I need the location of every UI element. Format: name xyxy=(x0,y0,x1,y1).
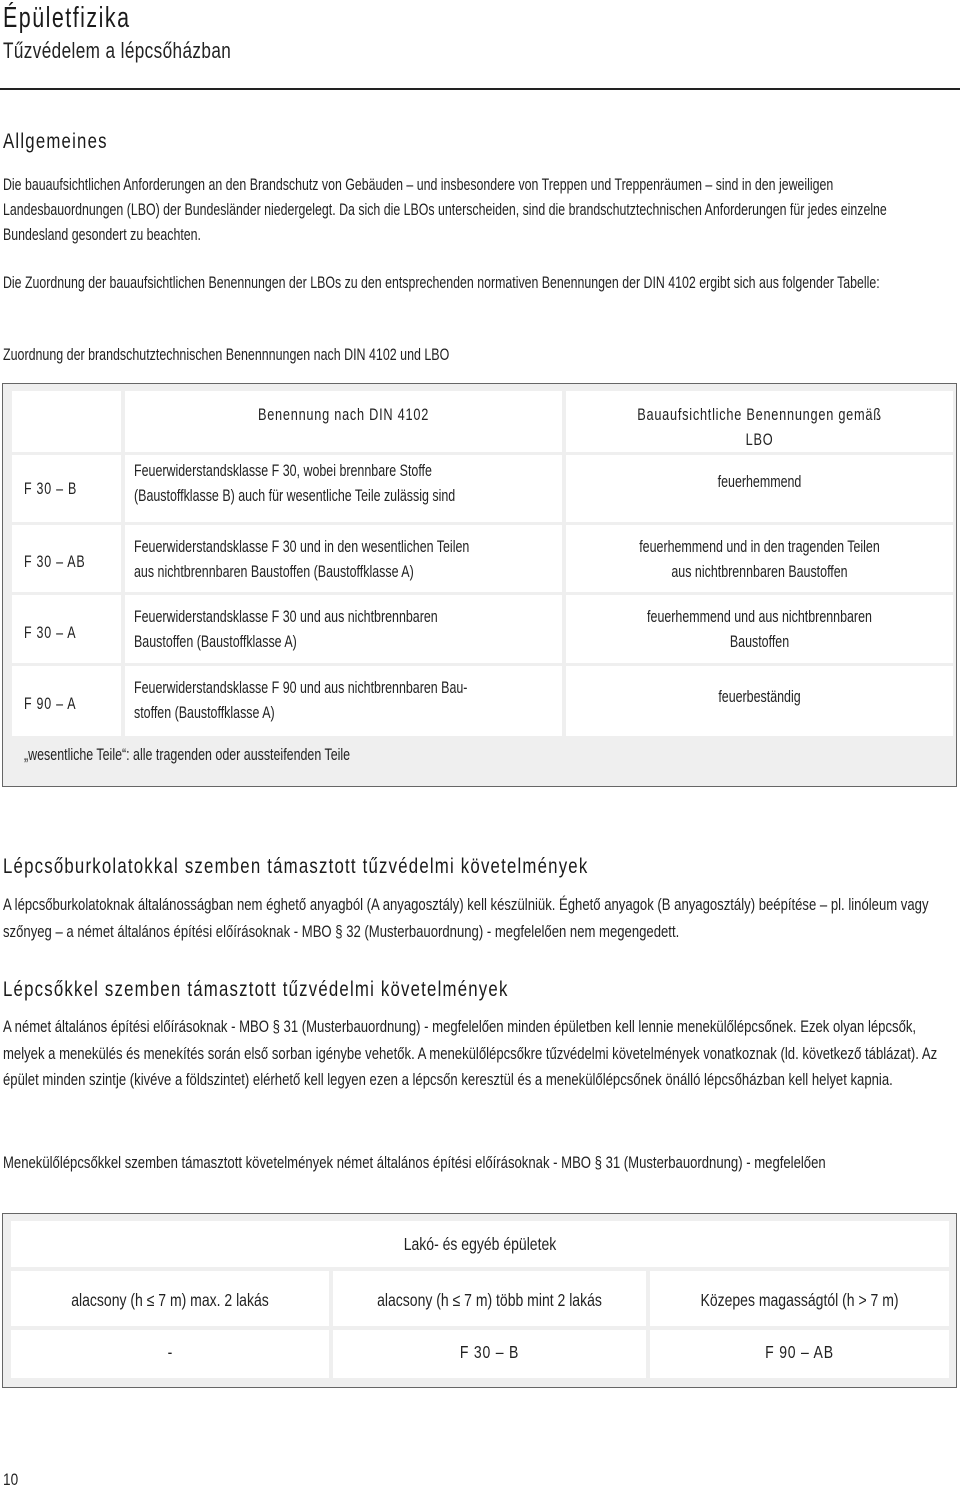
table2-header-cell xyxy=(11,1221,949,1267)
table-caption-mbo: Menekülőlépcsőkkel szemben támasztott követelmények német általános építési előírásoknak - MBO § 31 (Musterbauordnung) - megfelelően xyxy=(3,1153,826,1172)
table-header-din: Benennung nach DIN 4102 xyxy=(257,405,430,424)
row-lbo-line1: feuerbeständig xyxy=(718,687,801,706)
row-lbo-line1: feuerhemmend und in den tragenden Teilen xyxy=(639,537,880,556)
table-header-lbo-cell xyxy=(566,391,953,452)
row-din-line2: aus nichtbrennbaren Baustoffen (Baustoffklasse A) xyxy=(134,562,414,581)
table-row xyxy=(12,525,121,592)
table2-col-label: Közepes magasságtól (h > 7 m) xyxy=(700,1290,899,1310)
table2-col-label: alacsony (h ≤ 7 m) több mint 2 lakás xyxy=(377,1290,602,1310)
table2-header: Lakó- és egyéb épületek xyxy=(403,1234,557,1254)
row-lbo-line1: feuerhemmend und aus nichtbrennbaren xyxy=(647,607,872,626)
table2-col-label: alacsony (h ≤ 7 m) max. 2 lakás xyxy=(71,1290,269,1310)
table2-col-header-2 xyxy=(333,1271,646,1326)
table2-value-cell-1 xyxy=(11,1330,329,1378)
row-lbo-line2: Baustoffen xyxy=(729,632,790,651)
table-caption-din: Zuordnung der brandschutztechnischen Benennnungen nach DIN 4102 und LBO xyxy=(3,345,450,364)
table-row xyxy=(12,455,121,522)
table2-col-header-1 xyxy=(11,1271,329,1326)
row-code: F 90 – A xyxy=(24,694,77,713)
row-din-line1: Feuerwiderstandsklasse F 90 und aus nichtbrennbaren Bau- xyxy=(134,678,468,697)
row-lbo-cell xyxy=(566,666,953,736)
row-din-line2: Baustoffen (Baustoffklasse A) xyxy=(134,632,297,651)
paragraph-lepcsoburkolat: A lépcsőburkolatoknak általánosságban nem éghető anyagból (A anyagosztály) kell készülniük. Éghető anyagok (B anyagosztály) beépítése – pl. linóleum vagy szőnyeg – a német általános építési előírásoknak - MBO § 32 (Musterbauordnung) - megfelelően nem megengedett. xyxy=(3,895,929,941)
section-heading-allgemeines: Allgemeines xyxy=(3,130,108,153)
table-note: „wesentliche Teile“: alle tragenden oder aussteifenden Teile xyxy=(24,745,351,764)
header-rule xyxy=(0,88,960,90)
section-heading-lepcsok: Lépcsőkkel szemben támasztott tűzvédelmi követelmények xyxy=(3,978,509,1001)
page-number: 10 xyxy=(3,1470,19,1489)
row-din-cell xyxy=(125,666,562,736)
table-header-empty xyxy=(12,391,121,452)
paragraph-brandschutz: Die bauaufsichtlichen Anforderungen an den Brandschutz von Gebäuden – und insbesondere von Treppen und Treppenräumen – sind in den jeweiligen Landesbauordnungen (LBO) der Bundesländer niedergelegt. Da sich die LBOs unterscheiden, sind die brandschutztechnischen Anforderungen für jedes einzelne Bundesland gesondert zu beachten. xyxy=(3,175,887,244)
row-din-cell xyxy=(125,595,562,663)
row-din-line2: (Baustoffklasse B) auch für wesentliche Teile zulässig sind xyxy=(134,486,456,505)
paragraph-lepcsok: A német általános építési előírásoknak - MBO § 31 (Musterbauordnung) - megfelelően minden épületben kell lennie menekülőlépcsőnek. Ezek olyan lépcsők, melyek a menekülés és menekítés során első sorban igénybe vehetők. A menekülőlépcsőkre tűzvédelmi követelmények vonatkoznak (ld. következő táblázat). Az épület minden szintje (kivéve a földszintet) elérhető kell legyen ezen a lépcsőn keresztül és a menekülőlépcsőnek önálló lépcsőházban kell helyet kapnia. xyxy=(3,1017,938,1090)
table2-value-cell-3 xyxy=(650,1330,949,1378)
table-header-lbo: Bauaufsichtliche Benennungen gemäß xyxy=(637,405,882,424)
table2-value: F 90 – AB xyxy=(765,1342,834,1362)
row-code: F 30 – B xyxy=(24,479,78,498)
paragraph-zuordnung: Die Zuordnung der bauaufsichtlichen Benennungen der LBOs zu den entsprechenden normativen Benennungen der DIN 4102 ergibt sich aus folgender Tabelle: xyxy=(3,273,880,292)
row-din-cell xyxy=(125,455,562,522)
menekulo-table xyxy=(2,1213,957,1388)
table2-value: - xyxy=(167,1342,173,1362)
row-code: F 30 – AB xyxy=(24,552,86,571)
table2-value: F 30 – B xyxy=(459,1342,520,1362)
section-heading-lepcsoburkolat: Lépcsőburkolatokkal szemben támasztott tűzvédelmi követelmények xyxy=(3,855,589,878)
row-lbo-cell xyxy=(566,455,953,522)
row-din-line1: Feuerwiderstandsklasse F 30 und in den wesentlichen Teilen xyxy=(134,537,470,556)
row-code: F 30 – A xyxy=(24,623,77,642)
din-lbo-table xyxy=(2,383,957,787)
table2-col-header-3 xyxy=(650,1271,949,1326)
table-row xyxy=(12,666,121,736)
row-lbo-cell xyxy=(566,595,953,663)
page-title: Épületfizika xyxy=(3,2,131,34)
row-lbo-line1: feuerhemmend xyxy=(717,472,802,491)
row-lbo-cell xyxy=(566,525,953,592)
table-header-lbo-line2: LBO xyxy=(745,430,774,449)
page-subtitle: Tűzvédelem a lépcsőházban xyxy=(3,38,232,63)
table2-value-cell-2 xyxy=(333,1330,646,1378)
row-din-line1: Feuerwiderstandsklasse F 30, wobei brennbare Stoffe xyxy=(134,461,432,480)
row-din-line2: stoffen (Baustoffklasse A) xyxy=(134,703,275,722)
row-din-cell xyxy=(125,525,562,592)
row-lbo-line2: aus nichtbrennbaren Baustoffen xyxy=(671,562,848,581)
table-row xyxy=(12,595,121,663)
row-din-line1: Feuerwiderstandsklasse F 30 und aus nichtbrennbaren xyxy=(134,607,438,626)
table-header-din-cell xyxy=(125,391,562,452)
